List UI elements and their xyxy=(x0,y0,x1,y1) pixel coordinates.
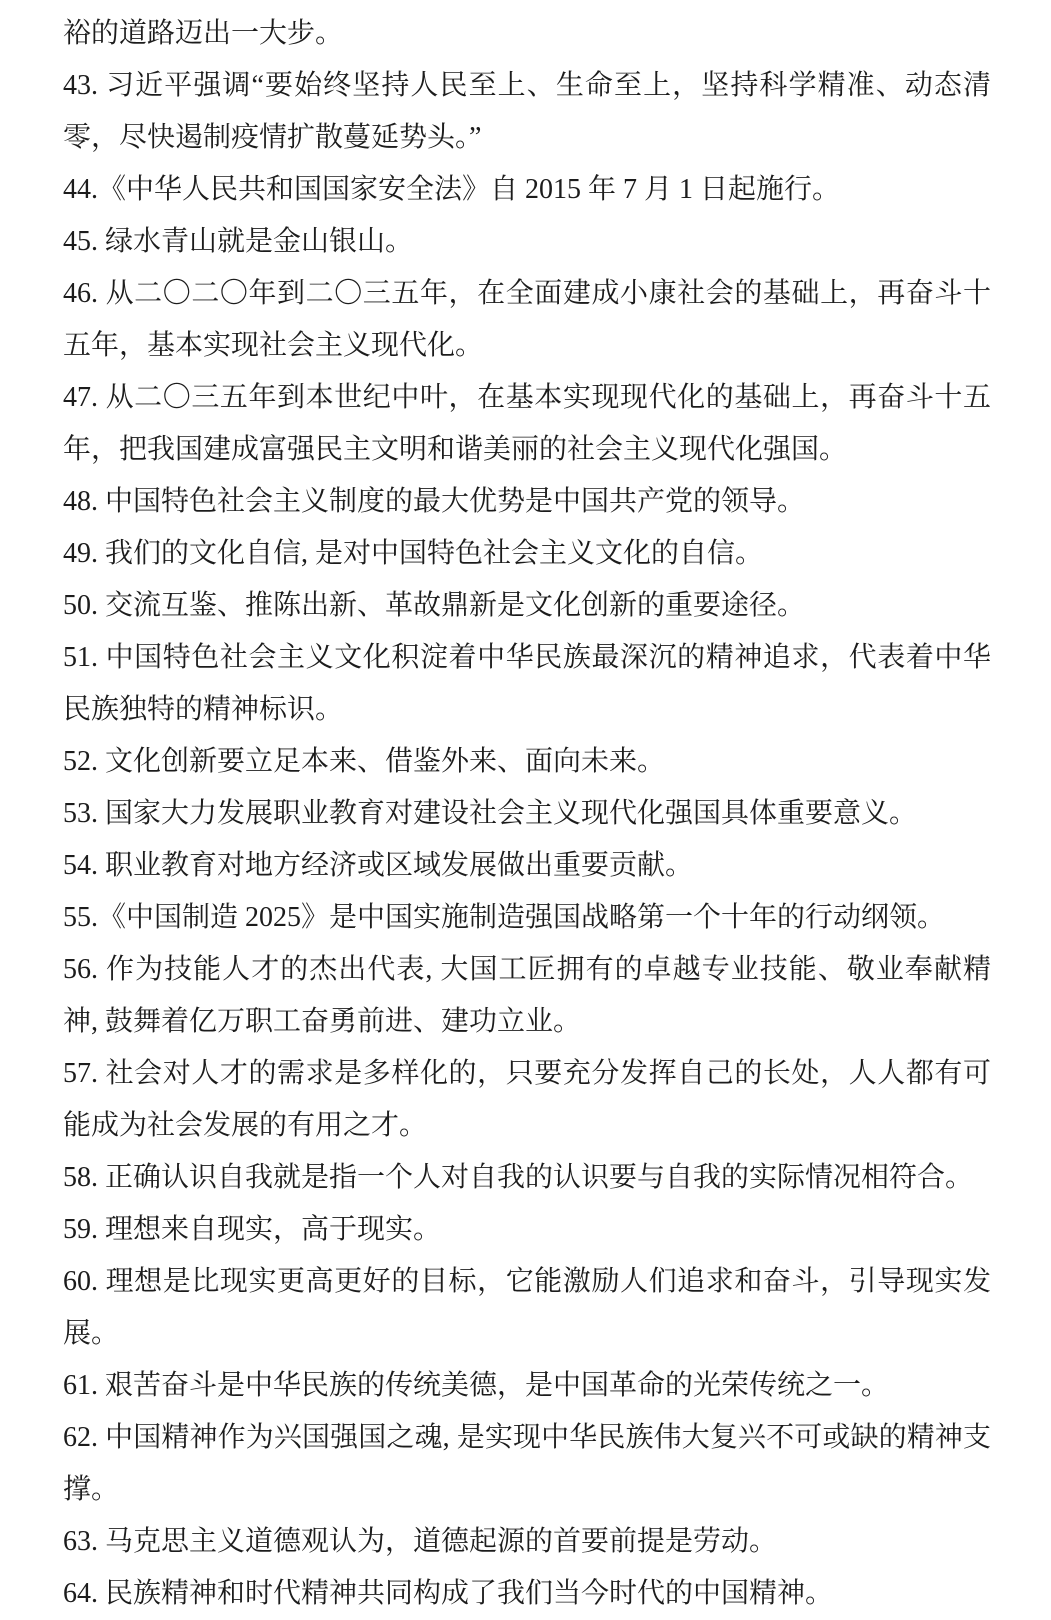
list-item: 59. 理想来自现实，高于现实。 xyxy=(63,1214,442,1245)
list-item: 46. 从二〇二〇年到二〇三五年，在全面建成小康社会的基础上，再奋斗十五年，基本实现社会主义现代化。 xyxy=(63,278,991,361)
list-item: 64. 民族精神和时代精神共同构成了我们当今时代的中国精神。 xyxy=(63,1578,834,1609)
list-item: 60. 理想是比现实更高更好的目标，它能激励人们追求和奋斗，引导现实发展。 xyxy=(63,1266,991,1349)
list-item: 43. 习近平强调“要始终坚持人民至上、生命至上，坚持科学精准、动态清零，尽快遏制疫情扩散蔓延势头。” xyxy=(63,70,991,153)
list-item: 63. 马克思主义道德观认为，道德起源的首要前提是劳动。 xyxy=(63,1526,778,1557)
list-item: 53. 国家大力发展职业教育对建设社会主义现代化强国具体重要意义。 xyxy=(63,798,918,829)
list-item: 47. 从二〇三五年到本世纪中叶，在基本实现现代化的基础上，再奋斗十五年，把我国建成富强民主文明和谐美丽的社会主义现代化强国。 xyxy=(63,382,991,465)
list-item: 52. 文化创新要立足本来、借鉴外来、面向未来。 xyxy=(63,746,666,777)
list-item: 54. 职业教育对地方经济或区域发展做出重要贡献。 xyxy=(63,850,694,881)
list-item: 48. 中国特色社会主义制度的最大优势是中国共产党的领导。 xyxy=(63,486,806,517)
list-item: 61. 艰苦奋斗是中华民族的传统美德，是中国革命的光荣传统之一。 xyxy=(63,1370,890,1401)
list-item: 57. 社会对人才的需求是多样化的，只要充分发挥自己的长处，人人都有可能成为社会发展的有用之才。 xyxy=(63,1058,991,1141)
list-item: 56. 作为技能人才的杰出代表, 大国工匠拥有的卓越专业技能、敬业奉献精神, 鼓舞着亿万职工奋勇前进、建功立业。 xyxy=(63,954,991,1037)
list-item: 55.《中国制造 2025》是中国实施制造强国战略第一个十年的行动纲领。 xyxy=(63,902,946,933)
list-item: 62. 中国精神作为兴国强国之魂, 是实现中华民族伟大复兴不可或缺的精神支撑。 xyxy=(63,1422,991,1505)
list-item: 45. 绿水青山就是金山银山。 xyxy=(63,226,414,257)
list-item: 51. 中国特色社会主义文化积淀着中华民族最深沉的精神追求，代表着中华民族独特的精神标识。 xyxy=(63,642,991,725)
list-item: 50. 交流互鉴、推陈出新、革故鼎新是文化创新的重要途径。 xyxy=(63,590,806,621)
list-item: 44.《中华人民共和国国家安全法》自 2015 年 7 月 1 日起施行。 xyxy=(63,174,841,205)
list-item: 58. 正确认识自我就是指一个人对自我的认识要与自我的实际情况相符合。 xyxy=(63,1162,974,1193)
continuation-line: 裕的道路迈出一大步。 xyxy=(63,18,344,49)
paragraph-list xyxy=(63,8,991,1620)
list-item: 49. 我们的文化自信, 是对中国特色社会主义文化的自信。 xyxy=(63,538,764,569)
